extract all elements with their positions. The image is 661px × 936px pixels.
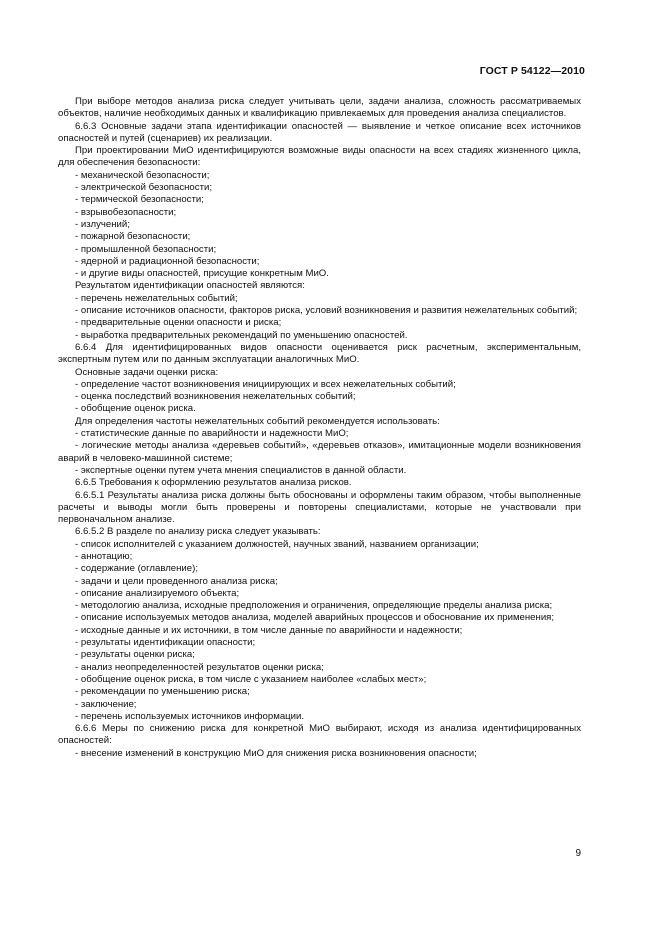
paragraph: 6.6.5.2 В разделе по анализу риска следует указывать:: [75, 526, 321, 538]
page-number: 9: [575, 848, 581, 859]
list-item: - статистические данные по аварийности и надежности МиО;: [75, 428, 349, 440]
list-item: - определение частот возникновения инициирующих и всех нежелательных событий;: [75, 378, 456, 390]
paragraph: При выборе методов анализа риска следует учитывать цели, задачи анализа, сложность рассматриваемых объектов, наличие необходимых данных и квалификацию привлекаемых для проведения анализа специалистов.: [58, 96, 581, 120]
list-item: - электрической безопасности;: [75, 182, 212, 194]
list-item: - обобщение оценок риска, в том числе с указанием наиболее «слабых мест»;: [75, 673, 427, 685]
list-item: - термической безопасности;: [75, 194, 204, 206]
paragraph: При проектировании МиО идентифицируются возможные виды опасности на всех стадиях жизненного цикла, для обеспечения безопасности:: [58, 145, 581, 169]
list-item: - описание анализируемого объекта;: [75, 587, 240, 599]
paragraph: Основные задачи оценки риска:: [75, 366, 219, 378]
list-item: - выработка предварительных рекомендаций по уменьшению опасностей.: [75, 329, 408, 341]
list-item: - экспертные оценки путем учета мнения специалистов в данной области.: [75, 464, 407, 476]
list-item: - аннотацию;: [75, 550, 133, 562]
list-item: - описание используемых методов анализа, моделей аварийных процессов и обоснование их применения;: [75, 612, 555, 624]
list-item: - исходные данные и их источники, в том числе данные по аварийности и надежности;: [75, 624, 463, 636]
list-item: - задачи и цели проведенного анализа риска;: [75, 575, 278, 587]
list-item: - заключение;: [75, 698, 137, 710]
list-item: - анализ неопределенностей результатов оценки риска;: [75, 661, 324, 673]
section-heading: 6.6.5 Требования к оформлению результатов анализа рисков.: [75, 477, 352, 489]
list-item: - механической безопасности;: [75, 169, 210, 181]
list-item: - методологию анализа, исходные предположения и ограничения, определяющие пределы анализа риска;: [75, 600, 553, 612]
list-item: - ядерной и радиационной безопасности;: [75, 255, 260, 267]
list-item: - перечень используемых источников информации.: [75, 710, 305, 722]
paragraph: Результатом идентификации опасностей являются:: [75, 280, 305, 292]
list-item: - обобщение оценок риска.: [75, 403, 196, 415]
list-item: - оценка последствий возникновения нежелательных событий;: [75, 391, 356, 403]
list-item: - излучений;: [75, 218, 130, 230]
paragraph: Для определения частоты нежелательных событий рекомендуется использовать:: [75, 415, 440, 427]
list-item: - результаты идентификации опасности;: [75, 637, 256, 649]
paragraph: 6.6.6 Меры по снижению риска для конкретной МиО выбирают, исходя из анализа идентифицированных опасностей:: [58, 723, 581, 747]
standard-header: ГОСТ Р 54122—2010: [479, 65, 585, 77]
list-item: - взрывобезопасности;: [75, 206, 177, 218]
list-item: - внесение изменений в конструкцию МиО для снижения риска возникновения опасности;: [75, 747, 477, 759]
list-item: - результаты оценки риска;: [75, 649, 195, 661]
list-item: - промышленной безопасности;: [75, 243, 217, 255]
list-item: - список исполнителей с указанием должностей, научных званий, названием организации;: [75, 538, 479, 550]
list-item: - содержание (оглавление);: [75, 563, 198, 575]
body-text: [58, 96, 581, 760]
list-item: - рекомендации по уменьшению риска;: [75, 686, 250, 698]
paragraph: 6.6.3 Основные задачи этапа идентификации опасностей — выявление и четкое описание всех источников опасностей и путей (сценариев) их реализации.: [58, 120, 581, 144]
paragraph: 6.6.4 Для идентифицированных видов опасности оценивается риск расчетным, экспериментальным, экспертным путем или по данным эксплуатации аналогичных МиО.: [58, 341, 581, 366]
paragraph: 6.6.5.1 Результаты анализа риска должны быть обоснованы и оформлены таким образом, чтобы выполненные расчеты и выводы могли быть проверены и повторены специалистами, которые не участвовали при первоначальном анализе.: [58, 489, 581, 526]
list-item: - перечень нежелательных событий;: [75, 292, 238, 304]
list-item: - логические методы анализа «деревьев событий», «деревьев отказов», имитационные модели возникновения аварий в человеко-машинной системе;: [58, 440, 581, 464]
list-item: - и другие виды опасностей, присущие конкретным МиО.: [75, 268, 329, 280]
list-item: - описание источников опасности, факторов риска, условий возникновения и развития нежелательных событий;: [75, 305, 578, 317]
list-item: - пожарной безопасности;: [75, 231, 191, 243]
list-item: - предварительные оценки опасности и риска;: [75, 317, 282, 329]
